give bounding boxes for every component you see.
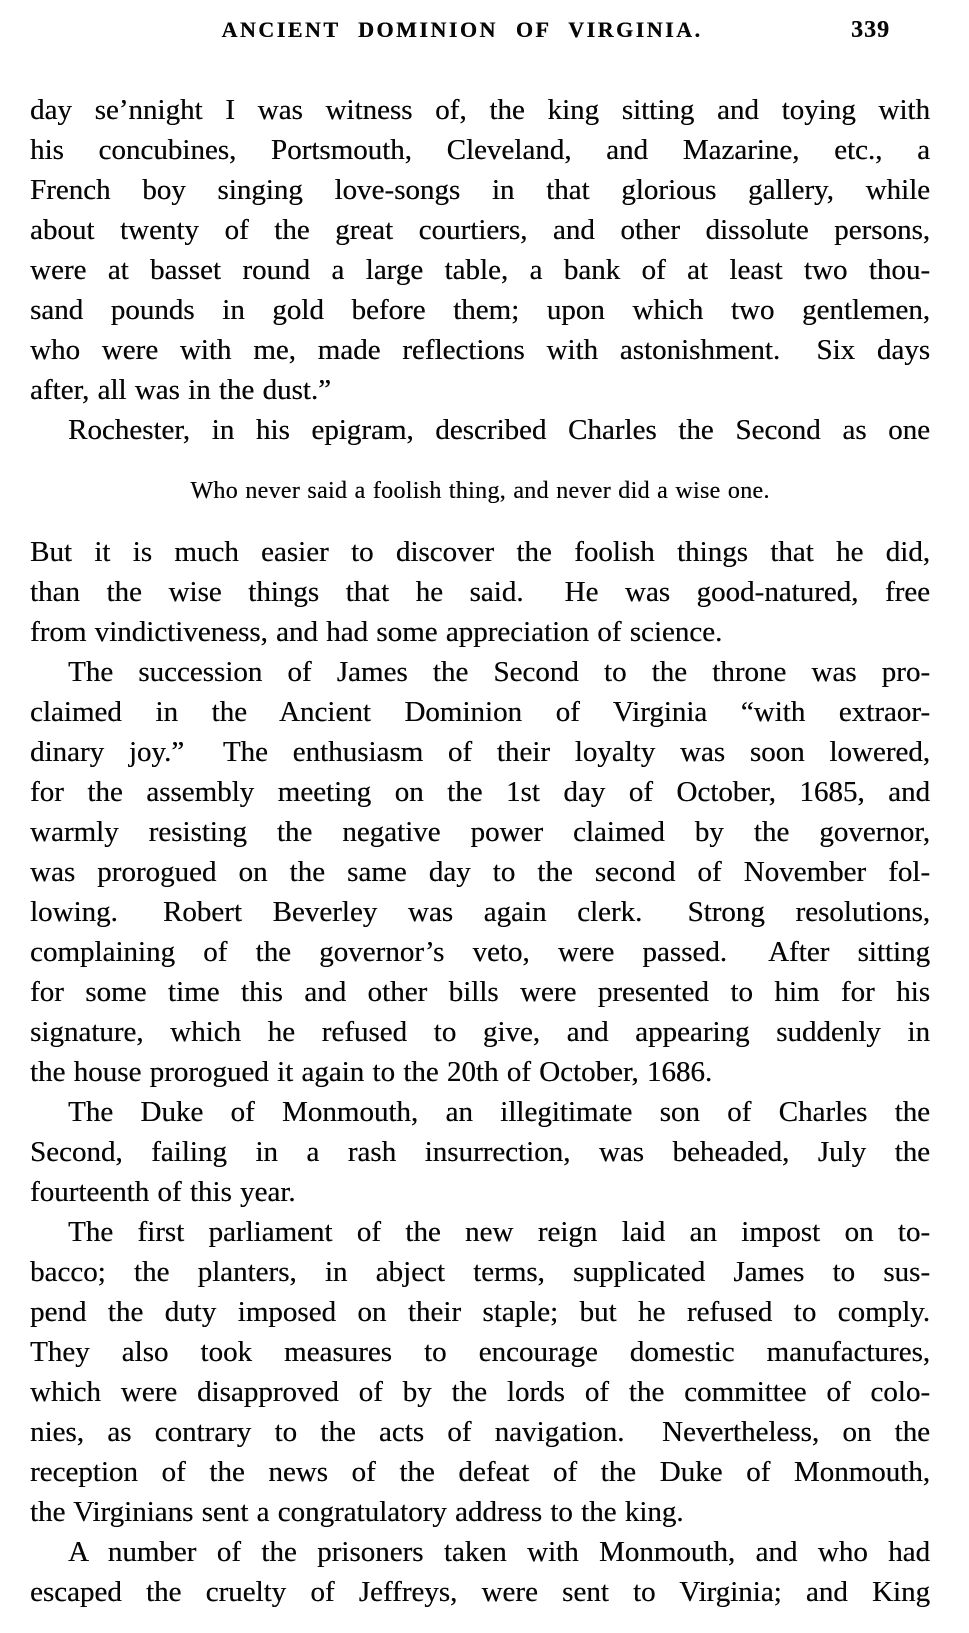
text-line: his concubines, Portsmouth, Cleveland, and Mazarine, etc., a [30,134,930,166]
text-line: were at basset round a large table, a bank of at least two thou- [30,254,930,286]
text-line: A number of the prisoners taken with Monmouth, and who had [68,1536,930,1568]
paragraph [30,1092,930,1212]
paragraph [30,532,930,652]
text-line: which were disapproved of by the lords of the committee of colo- [30,1376,930,1408]
paragraph [30,410,930,450]
paragraph [30,1212,930,1532]
text-line: pend the duty imposed on their staple; but he refused to comply. [30,1296,930,1328]
text-line: signature, which he refused to give, and appearing suddenly in [30,1016,930,1048]
text-line: the house prorogued it again to the 20th of October, 1686. [30,1056,713,1088]
running-title: ANCIENT DOMINION OF VIRGINIA. [221,17,703,42]
text-line: bacco; the planters, in abject terms, supplicated James to sus- [30,1256,930,1288]
text-line: The first parliament of the new reign laid an impost on to- [68,1216,930,1248]
text-line: escaped the cruelty of Jeffreys, were sent to Virginia; and King [30,1576,930,1608]
text-line: for the assembly meeting on the 1st day of October, 1685, and [30,776,930,808]
text-line: reception of the news of the defeat of the Duke of Monmouth, [30,1456,930,1488]
text-line: dinary joy.” The enthusiasm of their loyalty was soon lowered, [30,736,930,768]
text-line: who were with me, made reflections with astonishment. Six days [30,334,930,366]
text-line: Second, failing in a rash insurrection, was beheaded, July the [30,1136,930,1168]
text-line: after, all was in the dust.” [30,374,331,406]
epigraph-line: Who never said a foolish thing, and never did a wise one. [190,478,770,504]
page-body [30,90,930,1612]
paragraph [30,652,930,1092]
text-line: They also took measures to encourage domestic manufactures, [30,1336,930,1368]
text-line: sand pounds in gold before them; upon which two gentlemen, [30,294,930,326]
text-line: fourteenth of this year. [30,1176,296,1208]
text-line: than the wise things that he said. He was good-natured, free [30,576,930,608]
page-number: 339 [851,17,890,43]
text-line: complaining of the governor’s veto, were passed. After sitting [30,936,930,968]
text-line: from vindictiveness, and had some appreciation of science. [30,616,723,648]
page-header [30,16,930,46]
text-line: was prorogued on the same day to the second of November fol- [30,856,930,888]
text-line: Rochester, in his epigram, described Charles the Second as one [68,414,930,446]
text-line: lowing. Robert Beverley was again clerk. Strong resolutions, [30,896,930,928]
text-line: claimed in the Ancient Dominion of Virginia “with extraor- [30,696,930,728]
paragraph [30,1532,930,1612]
text-line: French boy singing love-songs in that glorious gallery, while [30,174,930,206]
text-line: nies, as contrary to the acts of navigation. Nevertheless, on the [30,1416,930,1448]
text-line: The succession of James the Second to the throne was pro- [68,656,930,688]
text-line: warmly resisting the negative power claimed by the governor, [30,816,930,848]
text-line: about twenty of the great courtiers, and other dissolute persons, [30,214,930,246]
text-line: day se’nnight I was witness of, the king sitting and toying with [30,94,930,126]
text-line: The Duke of Monmouth, an illegitimate son of Charles the [68,1096,930,1128]
text-line: the Virginians sent a congratulatory address to the king. [30,1496,684,1528]
text-line: for some time this and other bills were presented to him for his [30,976,930,1008]
paragraph [30,90,930,410]
text-line: But it is much easier to discover the foolish things that he did, [30,536,930,568]
